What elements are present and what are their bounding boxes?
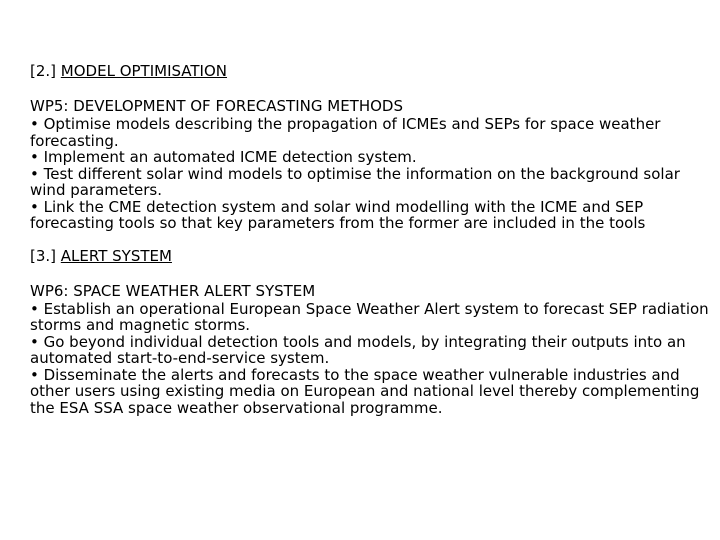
- section-title: ALERT SYSTEM: [60, 246, 172, 265]
- work-package-wp5: [30, 96, 710, 232]
- document-page: [30, 61, 710, 416]
- bullet-item: • Disseminate the alerts and forecasts to the space weather vulnerable industries and other users using existing media on European and national level thereby complementing the ESA SSA space weather observational programme.: [30, 365, 700, 417]
- bullet-item: • Link the CME detection system and solar wind modelling with the ICME and SEP forecasting tools so that key parameters from the former are included in the tools: [30, 197, 646, 232]
- bullet-item: • Optimise models describing the propagation of ICMEs and SEPs for space weather forecasting.: [30, 115, 661, 150]
- bullet-item: • Establish an operational European Space Weather Alert system to forecast SEP radiation storms and magnetic storms.: [30, 299, 709, 334]
- bullet-item: • Go beyond individual detection tools and models, by integrating their outputs into an automated start-to-end-service system.: [30, 332, 686, 367]
- section-model-optimisation: [30, 61, 710, 232]
- section-number: [2.]: [30, 62, 57, 80]
- section-heading: [30, 246, 710, 266]
- work-package-title: WP6: SPACE WEATHER ALERT SYSTEM: [30, 281, 316, 300]
- section-alert-system: [30, 246, 710, 417]
- bullet-item: • Implement an automated ICME detection system.: [30, 148, 417, 166]
- work-package-title: WP5: DEVELOPMENT OF FORECASTING METHODS: [30, 97, 403, 115]
- work-package-wp6: [30, 281, 710, 417]
- bullet-item: • Test different solar wind models to optimise the information on the background solar wind parameters.: [30, 164, 680, 199]
- section-number: [3.]: [30, 246, 57, 265]
- section-heading: [30, 61, 710, 81]
- section-title: MODEL OPTIMISATION: [60, 62, 228, 80]
